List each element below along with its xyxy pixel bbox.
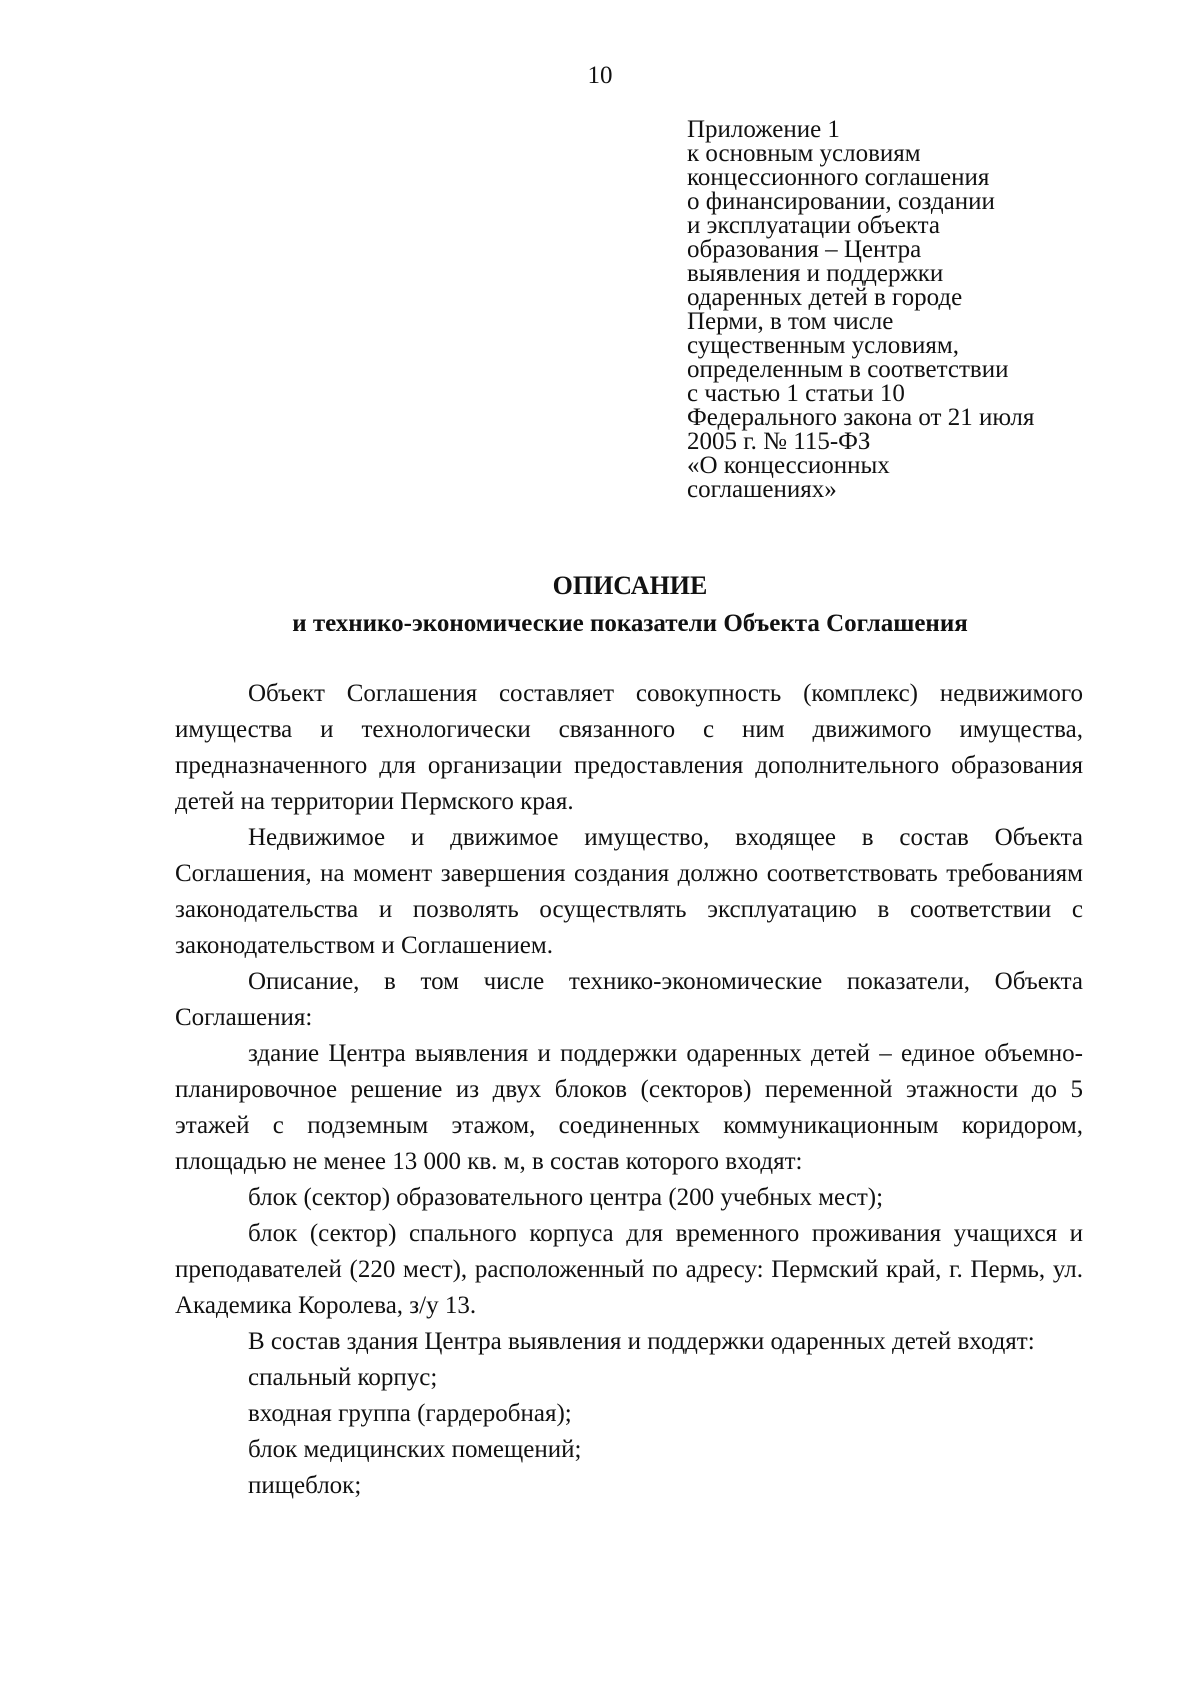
annex-line: определенным в соответствии bbox=[687, 356, 1009, 383]
annex-header bbox=[687, 118, 1107, 502]
annex-line: образования – Центра bbox=[687, 236, 922, 263]
paragraph: Объект Соглашения составляет совокупность (комплекс) недвижимого имущества и технологически связанного с ним движимого имущества, предназначенного для организации предоставления дополнительного образования детей на территории Пермского края. bbox=[175, 680, 1083, 815]
paragraph: здание Центра выявления и поддержки одаренных детей – единое объемно-планировочное решение из двух блоков (секторов) переменной этажности до 5 этажей с подземным этажом, соединенных коммуникационным коридором, площадью не менее 13 000 кв. м, в состав которого входят: bbox=[175, 1040, 1083, 1175]
annex-line: соглашениях» bbox=[687, 476, 837, 503]
annex-line: Перми, в том числе bbox=[687, 308, 894, 335]
annex-line: выявления и поддержки bbox=[687, 260, 944, 287]
list-item: входная группа (гардеробная); bbox=[248, 1400, 572, 1427]
paragraph: Описание, в том числе технико-экономические показатели, Объекта Соглашения: bbox=[175, 968, 1083, 1031]
annex-line: о финансировании, создании bbox=[687, 188, 995, 215]
list-item: блок медицинских помещений; bbox=[248, 1436, 582, 1463]
annex-line: Федерального закона от 21 июля bbox=[687, 404, 1035, 431]
document-title: ОПИСАНИЕ bbox=[552, 571, 708, 600]
annex-line: к основным условиям bbox=[687, 140, 921, 167]
annex-line: с частью 1 статьи 10 bbox=[687, 380, 905, 407]
annex-line: «О концессионных bbox=[687, 452, 890, 479]
annex-line: существенным условиям, bbox=[687, 332, 959, 359]
list-item: пищеблок; bbox=[248, 1472, 362, 1499]
page-number: 10 bbox=[587, 62, 613, 89]
paragraph: блок (сектор) образовательного центра (200 учебных мест); bbox=[248, 1184, 884, 1211]
annex-line: концессионного соглашения bbox=[687, 164, 990, 191]
paragraph: Недвижимое и движимое имущество, входящее в состав Объекта Соглашения, на момент завершения создания должно соответствовать требованиям законодательства и позволять осуществлять эксплуатацию в соответствии с законодательством и Соглашением. bbox=[175, 824, 1083, 959]
document-subtitle: и технико-экономические показатели Объекта Соглашения bbox=[292, 610, 968, 637]
paragraph: блок (сектор) спального корпуса для временного проживания учащихся и преподавателей (220 мест), расположенный по адресу: Пермский край, г. Пермь, ул. Академика Королева, з/у 13. bbox=[175, 1220, 1083, 1319]
paragraph: В состав здания Центра выявления и поддержки одаренных детей входят: bbox=[248, 1328, 1035, 1355]
annex-line: Приложение 1 bbox=[687, 116, 840, 143]
document-body bbox=[175, 676, 1083, 1504]
annex-line: 2005 г. № 115-ФЗ bbox=[687, 428, 871, 455]
annex-line: и эксплуатации объекта bbox=[687, 212, 940, 239]
annex-line: одаренных детей в городе bbox=[687, 284, 963, 311]
list-item: спальный корпус; bbox=[248, 1364, 438, 1391]
